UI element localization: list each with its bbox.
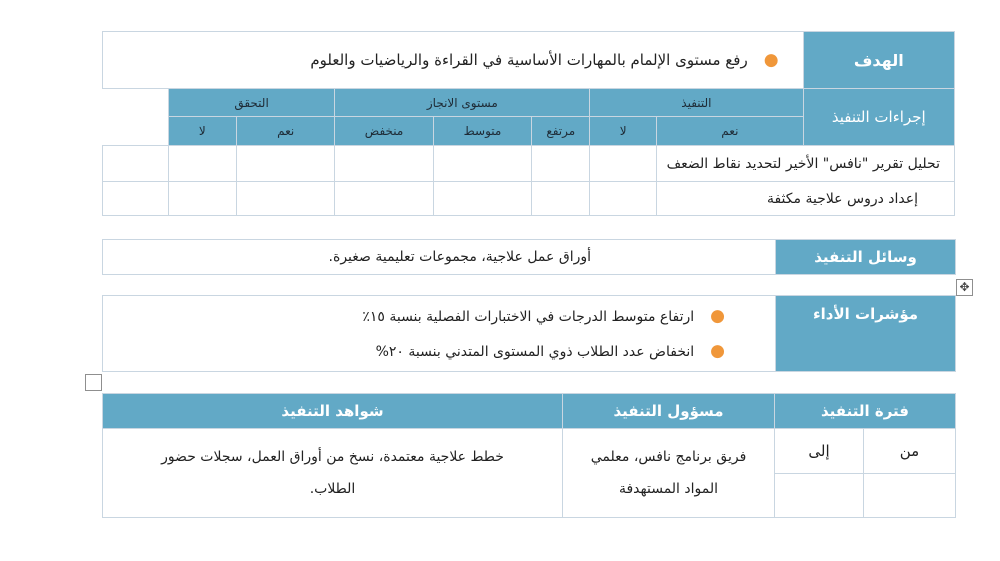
list-item: ●انخفاض عدد الطلاب ذوي المستوى المتدني بنسبة ٢٠% bbox=[375, 340, 725, 361]
goal-procedures-table bbox=[102, 31, 955, 216]
implementation-header: التنفيذ bbox=[590, 89, 803, 117]
goal-label: الهدف bbox=[803, 32, 954, 89]
cell-implementation-no[interactable] bbox=[532, 146, 590, 182]
goal-text: رفع مستوى الإلمام بالمهارات الأساسية في القراءة والرياضيات والعلوم bbox=[310, 51, 748, 69]
implementation-no: لا bbox=[590, 117, 657, 146]
means-text: أوراق عمل علاجية، مجموعات تعليمية صغيرة. bbox=[103, 240, 776, 275]
indicators-list bbox=[103, 296, 776, 372]
verification-no: لا bbox=[168, 117, 236, 146]
period-header: فترة التنفيذ bbox=[775, 394, 956, 429]
evidence-header: شواهد التنفيذ bbox=[103, 394, 563, 429]
indicators-table bbox=[102, 295, 956, 372]
cell-verification-yes[interactable] bbox=[168, 146, 236, 182]
table-row bbox=[103, 182, 955, 216]
cell-verification-no[interactable] bbox=[103, 146, 169, 182]
indicators-label: مؤشرات الأداء bbox=[776, 296, 956, 372]
means-label: وسائل التنفيذ bbox=[776, 240, 956, 275]
implementation-yes: نعم bbox=[657, 117, 803, 146]
achievement-low: منخفض bbox=[335, 117, 433, 146]
achievement-header: مستوى الانجاز bbox=[335, 89, 590, 117]
verification-header: التحقق bbox=[168, 89, 335, 117]
execution-table bbox=[102, 393, 956, 518]
achievement-medium: متوسط bbox=[433, 117, 531, 146]
cell-implementation-yes[interactable] bbox=[590, 146, 657, 182]
responsible-text: فريق برنامج نافس، معلمي المواد المستهدفة bbox=[563, 429, 775, 518]
cell-achievement-high[interactable] bbox=[433, 182, 531, 216]
cell-achievement-medium[interactable] bbox=[335, 182, 433, 216]
procedure-item: تحليل تقرير "نافس" الأخير لتحديد نقاط الضعف bbox=[657, 146, 955, 182]
cell-verification-no[interactable] bbox=[103, 182, 169, 216]
table-row bbox=[103, 146, 955, 182]
cell-verification-yes[interactable] bbox=[168, 182, 236, 216]
procedures-header: إجراءات التنفيذ bbox=[803, 89, 954, 146]
cell-achievement-low[interactable] bbox=[236, 146, 334, 182]
achievement-high: مرتفع bbox=[532, 117, 590, 146]
cell-implementation-yes[interactable] bbox=[590, 182, 657, 216]
cell-achievement-low[interactable] bbox=[236, 182, 334, 216]
goal-text-cell bbox=[103, 32, 804, 89]
means-table bbox=[102, 239, 956, 275]
period-to-value[interactable] bbox=[775, 474, 864, 518]
move-handle-icon[interactable]: ✥ bbox=[956, 279, 973, 296]
cell-achievement-medium[interactable] bbox=[335, 146, 433, 182]
cell-implementation-no[interactable] bbox=[532, 182, 590, 216]
bullet-icon: ● bbox=[710, 305, 725, 326]
period-to: إلى bbox=[775, 429, 864, 474]
cell-achievement-high[interactable] bbox=[433, 146, 531, 182]
checkbox[interactable] bbox=[85, 374, 102, 391]
list-item: ●ارتفاع متوسط الدرجات في الاختبارات الفصلية بنسبة ١٥٪ bbox=[362, 305, 725, 326]
responsible-header: مسؤول التنفيذ bbox=[563, 394, 775, 429]
period-from-value[interactable] bbox=[864, 474, 956, 518]
period-from: من bbox=[864, 429, 956, 474]
bullet-icon: ● bbox=[763, 50, 779, 70]
bullet-icon: ● bbox=[710, 340, 725, 361]
verification-yes: نعم bbox=[236, 117, 334, 146]
evidence-text: خطط علاجية معتمدة، نسخ من أوراق العمل، سجلات حضور الطلاب. bbox=[103, 429, 563, 518]
procedure-item: إعداد دروس علاجية مكثفة bbox=[657, 182, 955, 216]
